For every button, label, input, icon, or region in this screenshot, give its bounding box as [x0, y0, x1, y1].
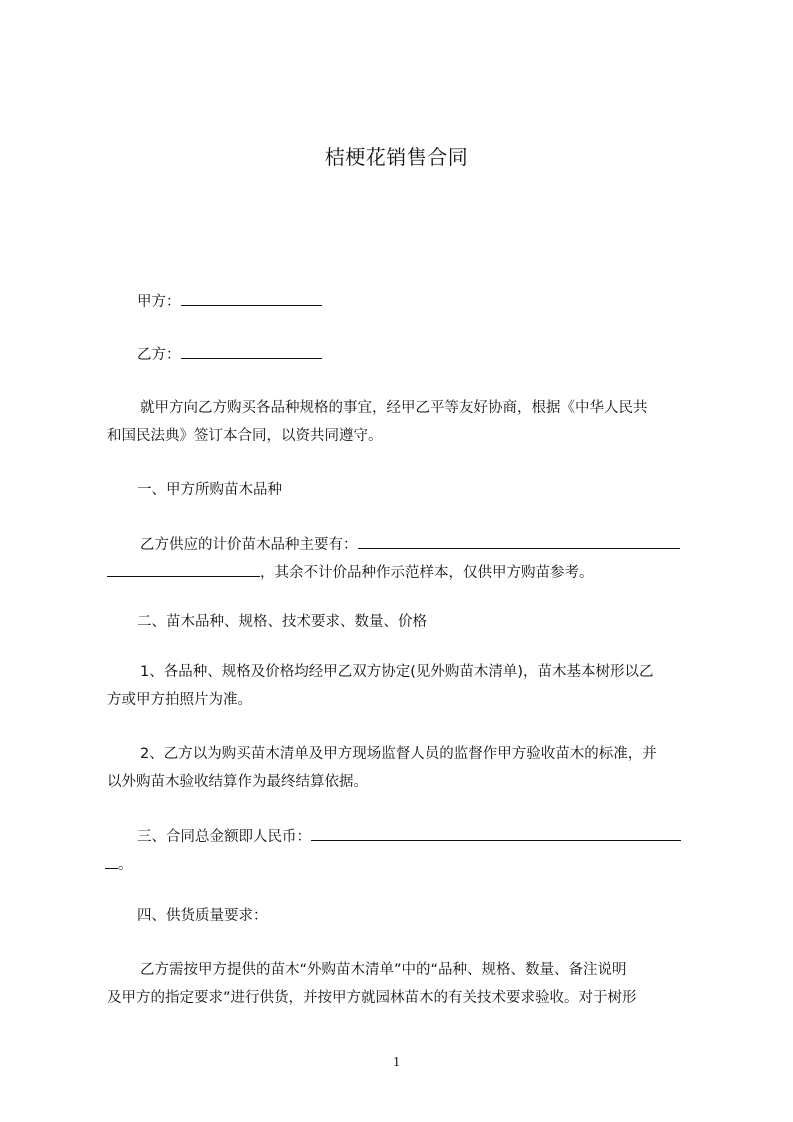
section-4-line-2: 及甲方的指定要求”进行供货，并按甲方就园林苗木的有关技术要求验收。对于树形: [107, 990, 637, 1006]
intro-line-1: 就甲方向乙方购买各品种规格的事宜，经甲乙平等友好协商，根据《中华人民共: [140, 400, 648, 416]
section-1-line-2: [107, 562, 594, 583]
item-2-line-1: 2、乙方以为购买苗木清单及甲方现场监督人员的监督作甲方验收苗木的标准，并: [140, 746, 657, 762]
varieties-blank-1: [358, 534, 680, 549]
item-1-line-2: 方或甲方拍照片为准。: [107, 692, 252, 708]
intro-line-2: 和国民法典》签订本合同，以资共同遵守。: [107, 428, 383, 444]
section-3-end: 。: [118, 857, 133, 873]
section-1-heading: 一、甲方所购苗木品种: [137, 482, 282, 498]
item-2-line-2: 以外购苗木验收结算作为最终结算依据。: [107, 774, 368, 790]
section-3-line-1: [137, 826, 681, 847]
section-2-heading: 二、苗木品种、规格、技术要求、数量、价格: [137, 614, 427, 630]
section-1-line-1: [140, 534, 680, 555]
party-a-blank: [181, 291, 322, 306]
contract-amount-blank-1: [311, 826, 681, 841]
varieties-blank-2: [107, 562, 260, 577]
document-title: 桔梗花销售合同: [324, 145, 469, 169]
party-b-blank: [181, 344, 322, 359]
section-3-label: 三、合同总金额即人民币：: [137, 829, 311, 845]
party-a-line: [137, 291, 322, 312]
section-1-suffix: ，其余不计价品种作示范样本，仅供甲方购苗参考。: [260, 565, 594, 581]
section-4-heading: 四、供货质量要求：: [137, 908, 268, 924]
party-b-line: [137, 344, 322, 365]
item-1-line-1: 1、各品种、规格及价格均经甲乙双方协定(见外购苗木清单)，苗木基本树形以乙: [140, 664, 654, 680]
section-3-line-2: [105, 854, 133, 875]
page-number: 1: [393, 1055, 400, 1070]
section-1-prefix: 乙方供应的计价苗木品种主要有：: [140, 537, 358, 553]
section-4-line-1: 乙方需按甲方提供的苗木“外购苗木清单”中的“品种、规格、数量、备注说明: [140, 962, 627, 978]
party-a-label: 甲方：: [137, 294, 181, 310]
contract-amount-blank-2: [105, 854, 118, 869]
party-b-label: 乙方：: [137, 347, 181, 363]
